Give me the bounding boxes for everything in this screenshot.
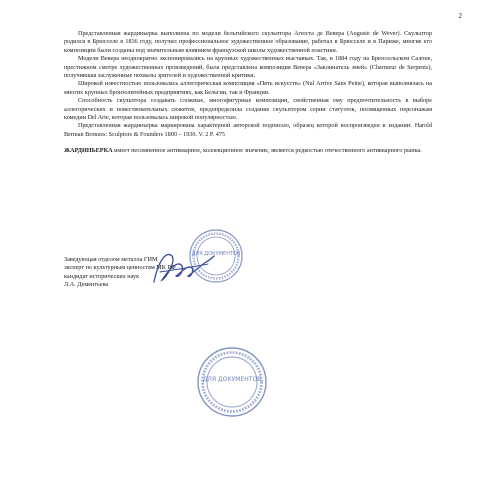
round-stamp: [188, 228, 244, 284]
stamp-text: ДЛЯ ДОКУМЕНТОВ: [202, 376, 262, 383]
signatory-line: кандидат исторических наук: [64, 272, 140, 280]
document-body: [64, 30, 432, 156]
conclusion-bold: ЖАРДИНЬЕРКА: [64, 147, 113, 155]
paragraph: Представленная жардиньерка маркирована характерной авторской подписью, образец которой воспроизведен в издании: Harold Berman Bronzes: Sculptors & Founders 1800 – 1930. V. 2 P. 475: [64, 122, 432, 138]
conclusion-paragraph: [64, 147, 432, 155]
signatory-line: эксперт по культурным ценностям МК РФ: [64, 264, 176, 272]
round-stamp: [196, 346, 268, 418]
conclusion-text: имеет несомненное антикварное, коллекционное значение, является редкостью отечественного антикварного рынка.: [112, 147, 422, 155]
page-number: 2: [458, 12, 462, 20]
signatory-line: Заведующая отделом металла ГИМ: [64, 256, 158, 263]
paragraph: Модели Вевера неоднократно экспонировались на крупных художественных выставках. Так, в 1884 году на Брюссельском Салоне, престижном смотре художественных произведений, была представлена композиция Вевера «Заклинатель змей» (Charmeur de Serpents), получившая заслуженные похвалы зрителей и художественной критики.: [64, 55, 432, 80]
paragraph: Представленная жардиньерка выполнена по модели бельгийского скульптора Агюста де Вевера (Auguste de Wever). Скульптор родился в Брюсселе в 1836 году, получил профессиональное художественное образование, работал в Брюсселе и в Париже, многие его композиции были созданы под значительным влиянием французской школы художественной пластики.: [64, 30, 432, 54]
paragraph: Широкой известностью пользовалась аллегорическая композиция «Пять искусств» (Nul Arrive Sans Peine), которая выполнялась на многих крупных бронзолитейных предприятиях, как Бельгии, так и Франции.: [64, 80, 432, 96]
signatory-name: Л.А. Дементьева: [64, 281, 109, 289]
paragraph: Способность скульптора создавать сложные, многофигурные композиции, свойственная ему предпочтительность в выборе аллегорических и повествовательных сюжетов, предопределила создание скульптором серии статуэток, посвященных персонажам комедии Del Arte, которая пользовалась широкой популярностью.: [64, 97, 432, 122]
stamp-text: ДЛЯ ДОКУМЕНТОВ: [191, 251, 241, 257]
